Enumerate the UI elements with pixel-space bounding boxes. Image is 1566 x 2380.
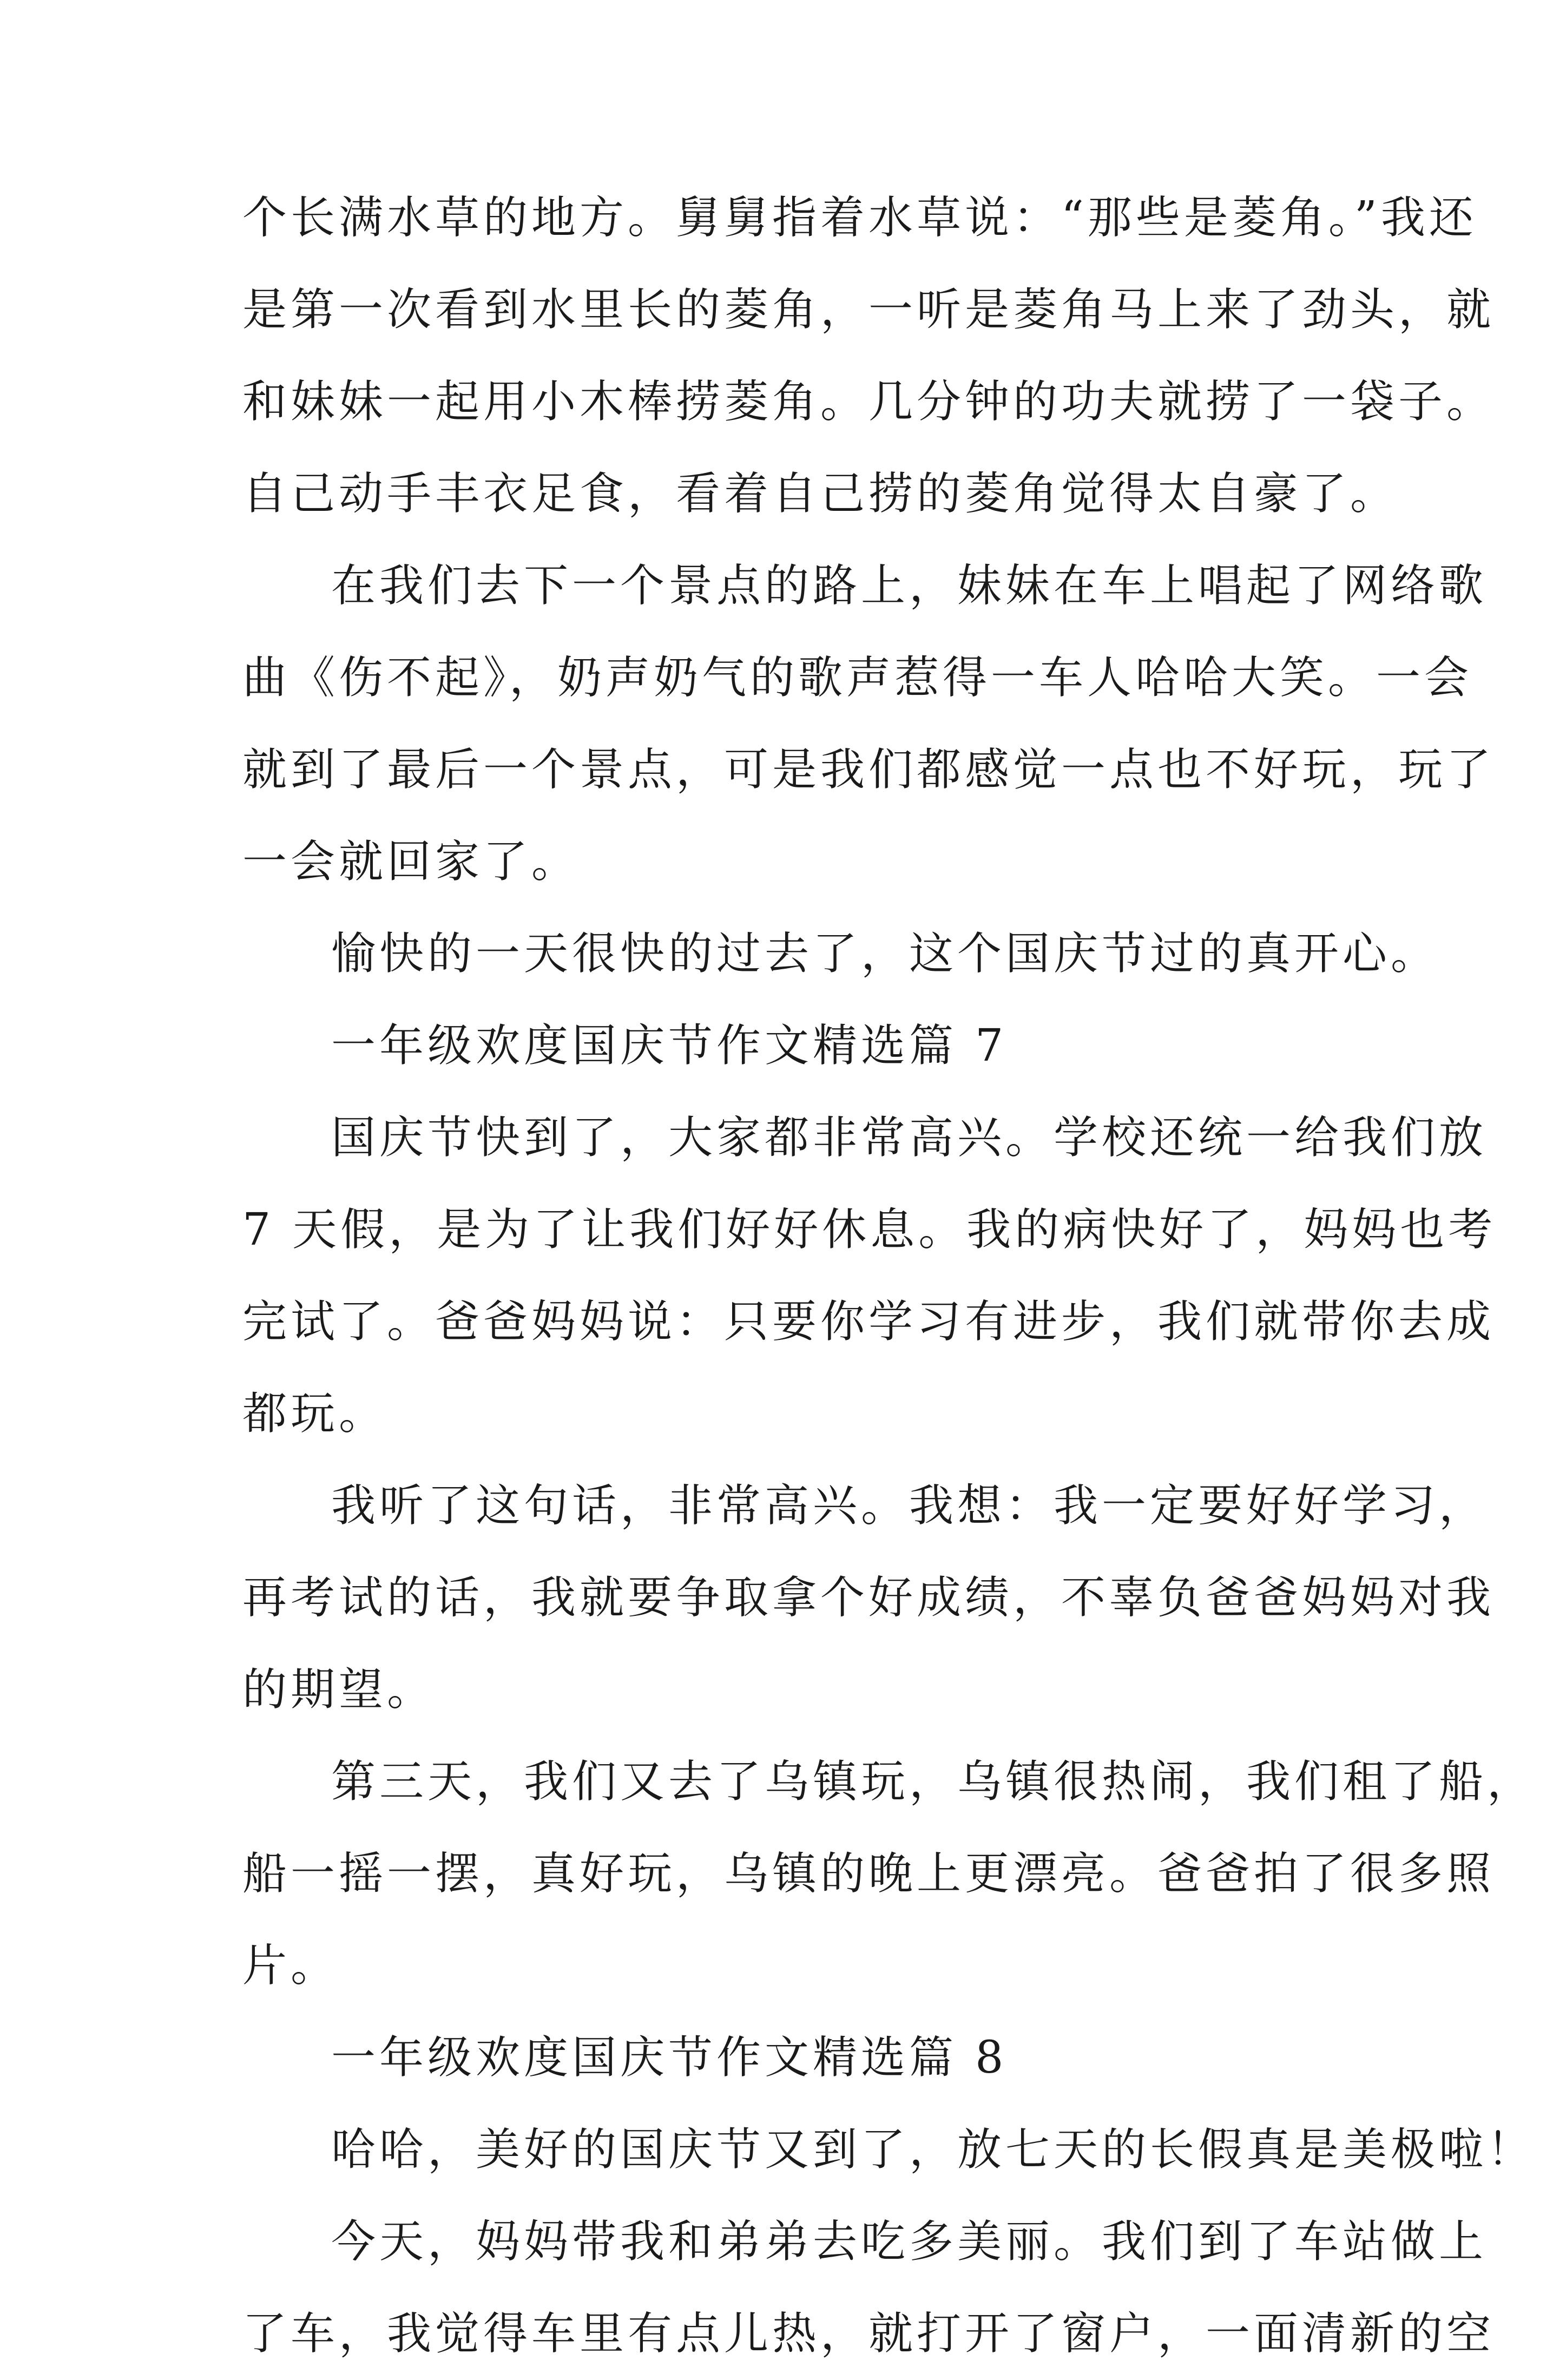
document-body — [242, 172, 1536, 2380]
text-line: 的期望。 — [242, 1664, 436, 1715]
text-line: 今天，妈妈带我和弟弟去吃多美丽。我们到了车站做上 — [331, 2216, 1488, 2267]
paragraph — [242, 908, 1439, 1000]
text-line: 个长满水草的地方。舅舅指着水草说：“那些是菱角。”我还 — [242, 192, 1477, 244]
paragraph — [242, 1736, 1536, 2012]
text-line: 我听了这句话，非常高兴。我想：我一定要好好学习， — [331, 1480, 1488, 1531]
text-line: 国庆节快到了，大家都非常高兴。学校还统一给我们放 — [331, 1112, 1488, 1163]
text-line: 自己动手丰衣足食，看着自己捞的菱角觉得太自豪了。 — [242, 468, 1399, 520]
paragraph — [242, 172, 1495, 540]
text-line: 再考试的话，我就要争取拿个好成绩，不辜负爸爸妈妈对我 — [242, 1572, 1495, 1623]
text-line: 一会就回家了。 — [242, 836, 580, 887]
text-line: 片。 — [242, 1940, 339, 1991]
text-line: 就到了最后一个景点，可是我们都感觉一点也不好玩，玩了 — [242, 744, 1495, 795]
text-line: 船一摇一摆，真好玩，乌镇的晚上更漂亮。爸爸拍了很多照 — [242, 1848, 1495, 1899]
paragraph — [242, 2196, 1495, 2380]
text-line: 和妹妹一起用小木棒捞菱角。几分钟的功夫就捞了一袋子。 — [242, 376, 1495, 428]
paragraph — [242, 2104, 1536, 2196]
text-line: 哈哈，美好的国庆节又到了，放七天的长假真是美极啦！ — [331, 2124, 1536, 2175]
text-line: 在我们去下一个景点的路上，妹妹在车上唱起了网络歌 — [331, 560, 1488, 612]
text-line: 第三天，我们又去了乌镇玩，乌镇很热闹，我们租了船， — [331, 1756, 1536, 1807]
heading-text: 一年级欢度国庆节作文精选篇 7 — [331, 1020, 1008, 1071]
text-line: 是第一次看到水里长的菱角，一听是菱角马上来了劲头，就 — [242, 284, 1495, 336]
text-line: 7 天假，是为了让我们好好休息。我的病快好了，妈妈也考 — [242, 1204, 1497, 1255]
text-line: 曲《伤不起》，奶声奶气的歌声惹得一车人哈哈大笑。一会 — [242, 652, 1473, 704]
section-heading — [242, 1000, 1368, 1092]
paragraph — [242, 1092, 1497, 1460]
paragraph — [242, 1460, 1495, 1736]
text-line: 愉快的一天很快的过去了，这个国庆节过的真开心。 — [331, 928, 1439, 979]
text-line: 都玩。 — [242, 1388, 387, 1439]
text-line: 了车，我觉得车里有点儿热，就打开了窗户，一面清新的空 — [242, 2308, 1495, 2359]
text-line: 完试了。爸爸妈妈说：只要你学习有进步，我们就带你去成 — [242, 1296, 1495, 1347]
section-heading — [242, 2012, 1368, 2104]
heading-text: 一年级欢度国庆节作文精选篇 8 — [331, 2032, 1008, 2083]
paragraph — [242, 540, 1495, 908]
